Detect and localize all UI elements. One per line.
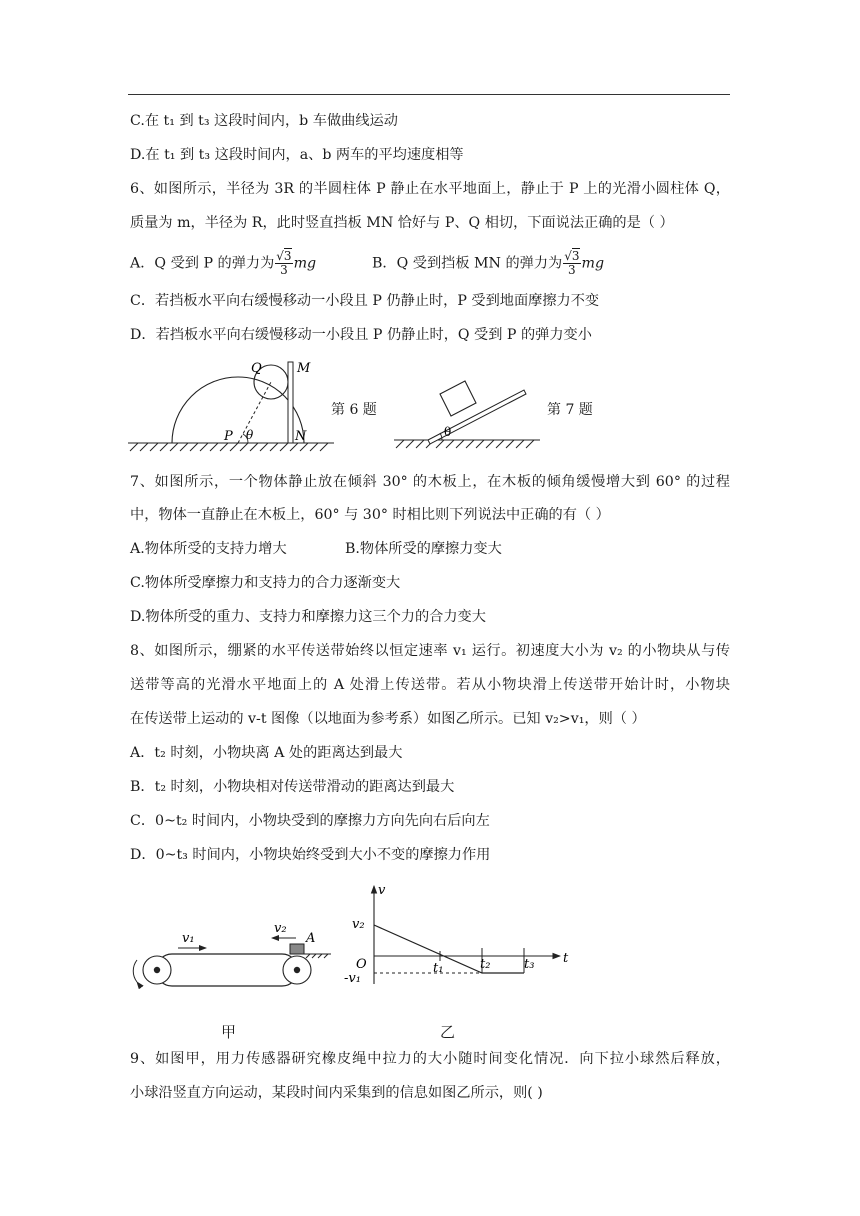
q8-label-v1: v₁ — [182, 931, 195, 946]
q6-label-theta: θ — [246, 428, 254, 442]
q8-graph-label-t2: t₂ — [480, 957, 491, 972]
q7-ground — [394, 440, 540, 448]
q6-label-p: P — [224, 429, 233, 444]
q6-ground — [128, 443, 334, 451]
q7-label-theta: θ — [444, 425, 452, 439]
q7-stem-line2: 中，物体一直静止在木板上，60° 与 30° 时相比则下列说法中正确的有（ ） — [130, 507, 610, 523]
q8-block-a — [290, 944, 304, 954]
q6-option-a-frac-den: 3 — [280, 263, 288, 277]
q6-label-m: M — [297, 361, 311, 376]
header-rule — [128, 94, 730, 95]
q8-belt — [156, 954, 298, 986]
q7-option-d: D.物体所受的重力、支持力和摩擦力这三个力的合力变大 — [130, 609, 486, 625]
q8-graph-label-t: t — [563, 951, 569, 966]
q7-stem-line1: 7、如图所示，一个物体静止放在倾斜 30° 的木板上，在木板的倾角缓慢增大到 60° 的过程 — [130, 474, 730, 490]
q8-left-pulley-axle — [154, 967, 160, 973]
q6-option-d: D．若挡板水平向右缓慢移动一小段且 P 仍静止时，Q 受到 P 的弹力变小 — [130, 327, 592, 343]
q8-option-b: B．t₂ 时刻，小物块相对传送带滑动的距离达到最大 — [130, 779, 455, 795]
q8-stem-line2: 送带等高的光滑水平地面上的 A 处滑上传送带。若从小物块滑上传送带开始计时，小物块 — [130, 677, 730, 693]
q7-figure — [392, 364, 542, 450]
q6-option-a-text: A．Q 受到 P 的弹力为 — [130, 255, 275, 272]
q6-label-q: Q — [251, 361, 262, 376]
q6-board-mn — [288, 362, 293, 443]
q8-fig-left-caption: 甲 — [221, 1023, 237, 1041]
q6-stem-line2: 质量为 m，半径为 R，此时竖直挡板 MN 恰好与 P、Q 相切，下面说法正确的是（ ） — [130, 215, 674, 231]
q8-rotation-arrow — [133, 960, 137, 982]
q8-option-c: C．0~t₂ 时间内，小物块受到的摩擦力方向先向右后向左 — [130, 813, 490, 829]
q6-option-b-frac-den: 3 — [568, 263, 576, 277]
q7-figure-caption: 第 7 题 — [547, 402, 593, 418]
q8-graph-label-neg-v1: -v₁ — [344, 971, 361, 986]
q7-block — [440, 381, 476, 416]
q6-option-b-fraction: $\frac{√3}{3}$ — [564, 249, 580, 277]
q8-option-a: A．t₂ 时刻，小物块离 A 处的距离达到最大 — [130, 745, 403, 761]
q8-graph-label-o: O — [356, 957, 367, 972]
q8-option-d: D．0~t₃ 时间内，小物块始终受到大小不变的摩擦力作用 — [130, 847, 491, 863]
q6-option-b — [372, 250, 604, 277]
q8-fig-right-caption: 乙 — [440, 1023, 456, 1041]
q6-label-n: N — [295, 429, 307, 444]
q9-stem-line1: 9、如图甲，用力传感器研究橡皮绳中拉力的大小随时间变化情况．向下拉小球然后释放， — [130, 1051, 730, 1067]
q8-label-v2: v₂ — [274, 921, 287, 936]
q6-dashed-line — [238, 382, 271, 443]
q8-graph-line — [374, 925, 524, 973]
q6-option-a-fraction: $\frac{√3}{3}$ — [276, 249, 292, 277]
q7-option-b: B.物体所受的摩擦力变大 — [345, 541, 502, 557]
q8-stem-line3: 在传送带上运动的 v-t 图像（以地面为参考系）如图乙所示。已知 v₂>v₁，则（ ） — [130, 711, 646, 727]
q8-graph-label-v: v — [378, 883, 386, 898]
q7-option-c: C.物体所受摩擦力和支持力的合力逐渐变大 — [130, 575, 401, 591]
q8-belt-figure — [126, 920, 346, 1000]
q8-vt-graph — [334, 880, 584, 990]
q6-option-a — [130, 250, 316, 277]
q8-graph-label-t3: t₃ — [524, 957, 535, 972]
q6-option-c: C．若挡板水平向右缓慢移动一小段且 P 仍静止时，P 受到地面摩擦力不变 — [130, 293, 600, 309]
q8-right-pulley-axle — [294, 967, 300, 973]
q9-stem-line2: 小球沿竖直方向运动，某段时间内采集到的信息如图乙所示，则( ) — [130, 1085, 543, 1101]
q8-stem-line1: 8、如图所示，绷紧的水平传送带始终以恒定速率 v₁ 运行。初速度大小为 v₂ 的小物块从与传 — [130, 643, 730, 659]
q6-stem-line1: 6、如图所示，半径为 3R 的半圆柱体 P 静止在水平地面上，静止于 P 上的光滑小圆柱体 Q， — [130, 181, 730, 197]
q8-label-a: A — [306, 931, 316, 946]
q8-graph-label-t1: t₁ — [433, 961, 444, 976]
q7-option-a: A.物体所受的支持力增大 — [130, 541, 287, 557]
q5-option-d: D.在 t₁ 到 t₃ 这段时间内，a、b 两车的平均速度相等 — [130, 147, 464, 163]
q6-option-b-unit: mg — [581, 255, 605, 272]
q8-graph-label-v2: v₂ — [352, 917, 365, 932]
q6-option-a-frac-num: 3 — [283, 249, 292, 263]
q6-option-a-unit: mg — [293, 255, 317, 272]
q6-half-cylinder-p — [172, 377, 304, 443]
q5-option-c: C.在 t₁ 到 t₃ 这段时间内，b 车做曲线运动 — [130, 113, 398, 129]
q8-ground-hatch — [304, 954, 331, 958]
q6-figure-caption: 第 6 题 — [331, 402, 377, 418]
q6-option-b-frac-num: 3 — [571, 249, 580, 263]
q6-option-b-text: B．Q 受到挡板 MN 的弹力为 — [372, 255, 563, 272]
q6-figure — [126, 356, 336, 452]
